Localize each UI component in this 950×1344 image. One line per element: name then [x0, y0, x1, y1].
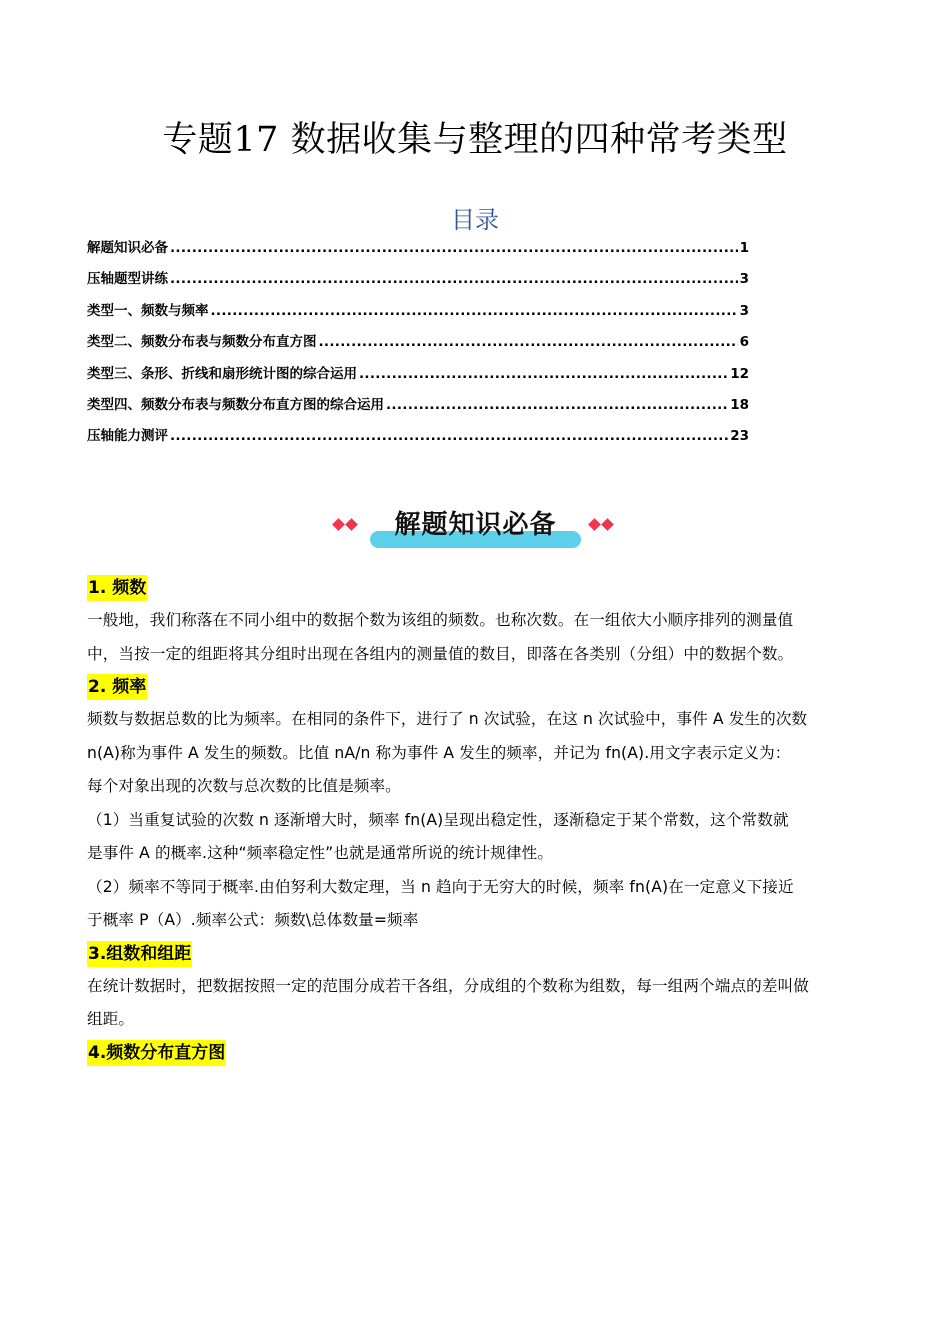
toc-leader-dots [170, 264, 738, 295]
paragraph-line: 一般地，我们称落在不同小组中的数据个数为该组的频数。也称次数。在一组依大小顺序排列的测量值 [87, 611, 794, 629]
toc-entry-label: 解题知识必备 [87, 240, 168, 256]
toc-entry-label: 压轴能力测评 [87, 428, 168, 445]
paragraph-line: 于概率 P（A）.频率公式：频数\总体数量=频率 [87, 911, 419, 929]
toc-entry-label: 类型一、频数与频率 [87, 302, 209, 319]
toc-leader-dots [319, 327, 738, 358]
toc-entry-type-1[interactable] [87, 296, 749, 327]
toc-entry-practice[interactable] [87, 264, 749, 295]
toc-entry-label: 压轴题型讲练 [87, 271, 168, 288]
toc-entry-assessment[interactable] [87, 421, 749, 452]
toc-entry-label: 类型二、频数分布表与频数分布直方图 [87, 334, 317, 351]
toc-entry-page: 6 [739, 334, 749, 351]
table-of-contents [87, 233, 749, 453]
toc-leader-dots [359, 359, 728, 390]
toc-entry-page: 3 [739, 271, 749, 288]
toc-entry-type-2[interactable] [87, 327, 749, 358]
document-title: 专题17 数据收集与整理的四种常考类型 [162, 120, 788, 160]
section-heading-frequency-rate: 2. 频率 [87, 674, 147, 700]
paragraph-line: 是事件 A 的概率.这种“频率稳定性”也就是通常所说的统计规律性。 [87, 844, 554, 862]
paragraph-line: 中，当按一定的组距将其分组时出现在各组内的测量值的数目，即落在各类别（分组）中的数据个数。 [87, 644, 794, 663]
knowledge-content [87, 572, 867, 1069]
paragraph-line: （1）当重复试验的次数 n 逐渐增大时，频率 fn(A)呈现出稳定性，逐渐稳定于某个常数，这个常数就 [87, 810, 789, 829]
toc-heading: 目录 [451, 206, 499, 234]
section-heading-groups: 3.组数和组距 [87, 941, 192, 967]
toc-entry-page: 12 [730, 365, 749, 382]
diamond-icon [332, 518, 345, 531]
toc-leader-dots [170, 233, 738, 264]
diamond-icon [588, 518, 601, 531]
toc-entry-page: 1 [739, 240, 749, 256]
section-banner [330, 504, 620, 548]
toc-entry-label: 类型三、条形、折线和扇形统计图的综合运用 [87, 365, 357, 382]
toc-entry-knowledge[interactable] [87, 233, 749, 264]
paragraph-line: 组距。 [87, 1010, 135, 1028]
paragraph-line: （2）频率不等同于概率.由伯努利大数定理，当 n 趋向于无穷大的时候，频率 fn(A)在一定意义下接近 [87, 877, 794, 896]
diamond-icon [601, 518, 614, 531]
toc-entry-page: 23 [730, 428, 749, 445]
toc-entry-type-3[interactable] [87, 359, 749, 390]
toc-entry-page: 18 [730, 396, 749, 413]
paragraph-line: 频数与数据总数的比为频率。在相同的条件下，进行了 n 次试验，在这 n 次试验中，事件 A 发生的次数 [87, 710, 808, 728]
paragraph-line: 每个对象出现的次数与总次数的比值是频率。 [87, 777, 401, 795]
paragraph-line: n(A)称为事件 A 发生的频数。比值 nA/n 称为事件 A 发生的频率，并记为 fn(A).用文字表示定义为： [87, 743, 791, 762]
toc-leader-dots [386, 390, 728, 421]
toc-leader-dots [170, 421, 728, 452]
section-heading-frequency-count: 1. 频数 [87, 575, 147, 601]
toc-entry-type-4[interactable] [87, 390, 749, 421]
paragraph-line: 在统计数据时，把数据按照一定的范围分成若干各组，分成组的个数称为组数，每一组两个端点的差叫做 [87, 976, 809, 995]
toc-entry-label: 类型四、频数分布表与频数分布直方图的综合运用 [87, 396, 384, 413]
diamond-icon [345, 518, 358, 531]
toc-leader-dots [211, 296, 738, 327]
toc-entry-page: 3 [739, 302, 749, 319]
banner-title: 解题知识必备 [394, 510, 557, 540]
section-heading-histogram: 4.频数分布直方图 [87, 1040, 226, 1066]
